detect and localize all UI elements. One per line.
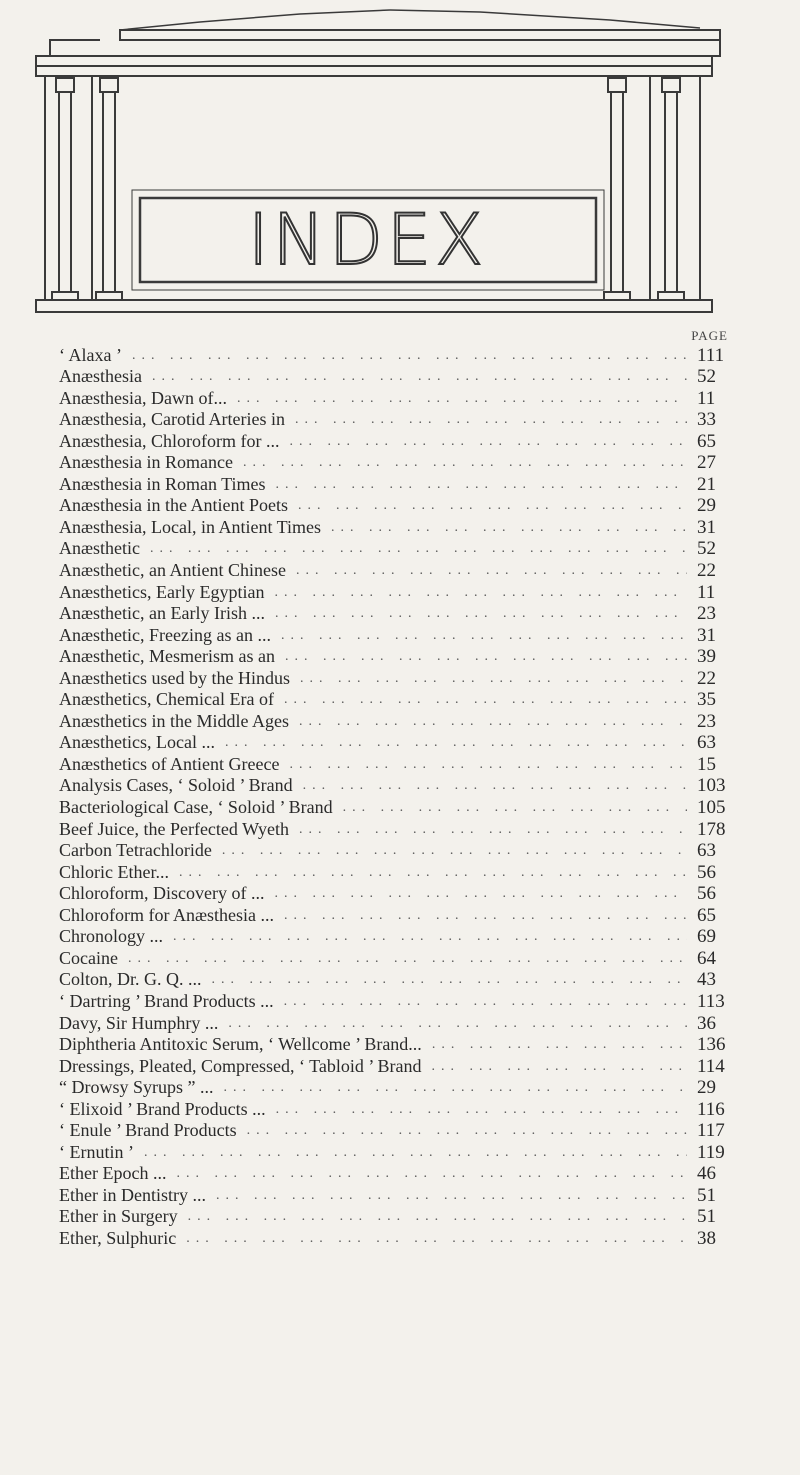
index-entry — [59, 904, 737, 926]
entry-page-number: 65 — [697, 430, 716, 452]
entry-text: Anæsthesia in Romance — [59, 452, 233, 473]
entry-text: Davy, Sir Humphry ... — [59, 1012, 219, 1033]
entry-text: “ Drowsy Syrups ” ... — [59, 1077, 214, 1098]
index-entry — [59, 538, 737, 560]
entry-text: Colton, Dr. G. Q. ... — [59, 969, 202, 990]
entry-page-number: 43 — [697, 969, 716, 991]
entry-text: Dressings, Pleated, Compressed, ‘ Tabloid ’ Brand — [59, 1055, 422, 1076]
entry-text: ‘ Dartring ’ Brand Products ... — [59, 990, 274, 1011]
dot-leader — [150, 538, 687, 559]
dot-leader — [289, 754, 687, 775]
entry-page-number: 51 — [697, 1184, 716, 1206]
dot-leader — [289, 431, 687, 452]
index-header — [0, 0, 800, 330]
dot-leader — [296, 560, 687, 581]
entry-text: ‘ Ernutin ’ — [59, 1141, 134, 1162]
index-entry — [59, 409, 737, 431]
entry-page-number: 31 — [697, 624, 716, 646]
dot-leader — [212, 969, 687, 990]
entry-page-number: 63 — [697, 840, 716, 862]
entry-page-number: 29 — [697, 1077, 716, 1099]
entry-page-number: 56 — [697, 861, 716, 883]
entry-text: Chloroform, Discovery of ... — [59, 883, 265, 904]
entry-page-number: 21 — [697, 473, 716, 495]
dot-leader — [247, 1120, 687, 1141]
dot-leader — [216, 1185, 687, 1206]
dot-leader — [331, 517, 687, 538]
entry-text: Anæsthesia, Dawn of... — [59, 387, 227, 408]
entry-page-number: 11 — [697, 387, 716, 409]
index-list — [59, 344, 737, 1249]
dot-leader — [276, 474, 687, 495]
entry-page-number: 46 — [697, 1163, 716, 1185]
entry-text: ‘ Alaxa ’ — [59, 344, 122, 365]
entry-page-number: 35 — [697, 689, 716, 711]
dot-leader — [176, 1163, 687, 1184]
entry-page-number: 111 — [697, 344, 725, 366]
dot-leader — [128, 948, 687, 969]
entry-text: Anæsthetics of Antient Greece — [59, 753, 280, 774]
entry-text: Ether in Surgery — [59, 1206, 178, 1227]
dot-leader — [432, 1034, 687, 1055]
index-entry — [59, 840, 737, 862]
entry-page-number: 113 — [697, 990, 725, 1012]
dot-leader — [298, 495, 687, 516]
entry-text: Analysis Cases, ‘ Soloid ’ Brand — [59, 775, 293, 796]
entry-page-number: 11 — [697, 581, 716, 603]
entry-page-number: 136 — [697, 1034, 726, 1056]
entry-page-number: 51 — [697, 1206, 716, 1228]
dot-leader — [284, 689, 687, 710]
entry-page-number: 23 — [697, 603, 716, 625]
entry-text: Beef Juice, the Perfected Wyeth — [59, 818, 289, 839]
entry-text: Chronology ... — [59, 926, 164, 947]
index-entry — [59, 1120, 737, 1142]
entry-page-number: 114 — [697, 1055, 725, 1077]
index-entry — [59, 883, 737, 905]
entry-text: Chloroform for Anæsthesia ... — [59, 904, 274, 925]
dot-leader — [300, 668, 687, 689]
entry-text: Anæsthetics, Local ... — [59, 732, 215, 753]
index-entry — [59, 1227, 737, 1249]
entry-page-number: 22 — [697, 560, 716, 582]
index-entry — [59, 516, 737, 538]
entry-text: Anæsthetic, an Antient Chinese — [59, 560, 286, 581]
entry-text: Anæsthetics used by the Hindus — [59, 667, 290, 688]
entry-text: Anæsthesia, Local, in Antient Times — [59, 516, 322, 537]
index-entry — [59, 861, 737, 883]
dot-leader — [276, 1099, 687, 1120]
entry-page-number: 65 — [697, 904, 716, 926]
entry-page-number: 39 — [697, 646, 716, 668]
dot-leader — [222, 840, 687, 861]
index-entry — [59, 818, 737, 840]
dot-leader — [299, 711, 687, 732]
index-entry — [59, 732, 737, 754]
index-entry — [59, 387, 737, 409]
index-entry — [59, 473, 737, 495]
index-entry — [59, 603, 737, 625]
entry-text: Anæsthetic, an Early Irish ... — [59, 603, 265, 624]
entry-page-number: 105 — [697, 797, 726, 819]
index-entry — [59, 559, 737, 581]
dot-leader — [237, 388, 687, 409]
index-entry — [59, 947, 737, 969]
entry-text: Anæsthetic, Freezing as an ... — [59, 624, 271, 645]
index-entry — [59, 495, 737, 517]
dot-leader — [144, 1142, 687, 1163]
entry-text: Anæsthesia in Roman Times — [59, 473, 266, 494]
index-entry — [59, 1163, 737, 1185]
dot-leader — [303, 775, 687, 796]
dot-leader — [152, 366, 687, 387]
index-entry — [59, 366, 737, 388]
entry-text: Anæsthesia in the Antient Poets — [59, 495, 288, 516]
entry-text: Diphtheria Antitoxic Serum, ‘ Wellcome ’ Brand... — [59, 1034, 422, 1055]
entry-page-number: 178 — [697, 818, 726, 840]
entry-text: Anæsthesia — [59, 366, 142, 387]
entry-page-number: 52 — [697, 366, 716, 388]
dot-leader — [274, 883, 687, 904]
index-entry — [59, 1077, 737, 1099]
dot-leader — [281, 625, 687, 646]
entry-page-number: 52 — [697, 538, 716, 560]
entry-page-number: 69 — [697, 926, 716, 948]
entry-text: Bacteriological Case, ‘ Soloid ’ Brand — [59, 797, 333, 818]
index-entry — [59, 775, 737, 797]
entry-text: Ether, Sulphuric — [59, 1227, 177, 1248]
dot-leader — [228, 1013, 687, 1034]
entry-text: Anæsthetics in the Middle Ages — [59, 710, 289, 731]
dot-leader — [132, 345, 687, 366]
entry-page-number: 36 — [697, 1012, 716, 1034]
entry-page-number: 117 — [697, 1120, 725, 1142]
entry-page-number: 38 — [697, 1227, 716, 1249]
entry-page-number: 29 — [697, 495, 716, 517]
entry-text: Anæsthetics, Chemical Era of — [59, 689, 274, 710]
index-entry — [59, 430, 737, 452]
entry-text: ‘ Elixoid ’ Brand Products ... — [59, 1098, 266, 1119]
dot-leader — [299, 819, 687, 840]
dot-leader — [295, 409, 687, 430]
entry-text: Chloric Ether... — [59, 861, 169, 882]
entry-text: Ether in Dentistry ... — [59, 1184, 206, 1205]
dot-leader — [275, 603, 687, 624]
index-entry — [59, 689, 737, 711]
entry-text: Anæsthesia, Carotid Arteries in — [59, 409, 285, 430]
dot-leader — [224, 1077, 688, 1098]
index-entry — [59, 624, 737, 646]
index-entry — [59, 1141, 737, 1163]
dot-leader — [274, 582, 687, 603]
entry-text: Anæsthesia, Chloroform for ... — [59, 430, 280, 451]
dot-leader — [432, 1056, 687, 1077]
index-entry — [59, 1012, 737, 1034]
index-heading: INDEX — [247, 199, 488, 281]
entry-text: Carbon Tetrachloride — [59, 840, 212, 861]
index-entry — [59, 710, 737, 732]
index-entry — [59, 1184, 737, 1206]
dot-leader — [343, 797, 687, 818]
index-entry — [59, 646, 737, 668]
entry-page-number: 33 — [697, 409, 716, 431]
index-entry — [59, 990, 737, 1012]
entry-page-number: 63 — [697, 732, 716, 754]
entry-text: Cocaine — [59, 947, 118, 968]
index-entry — [59, 452, 737, 474]
dot-leader — [285, 646, 687, 667]
entry-page-number: 15 — [697, 753, 716, 775]
entry-page-number: 56 — [697, 883, 716, 905]
entry-page-number: 116 — [697, 1098, 725, 1120]
dot-leader — [173, 926, 687, 947]
entry-page-number: 103 — [697, 775, 726, 797]
entry-text: Anæsthetic, Mesmerism as an — [59, 646, 275, 667]
index-entry — [59, 969, 737, 991]
index-entry — [59, 1206, 737, 1228]
dot-leader — [179, 862, 687, 883]
entry-page-number: 119 — [697, 1141, 725, 1163]
dot-leader — [243, 452, 687, 473]
index-entry — [59, 1034, 737, 1056]
dot-leader — [284, 991, 687, 1012]
index-entry — [59, 667, 737, 689]
dot-leader — [188, 1206, 687, 1227]
index-entry — [59, 1098, 737, 1120]
dot-leader — [225, 732, 687, 753]
entry-page-number: 22 — [697, 667, 716, 689]
entry-page-number: 31 — [697, 516, 716, 538]
index-entry — [59, 344, 737, 366]
dot-leader — [186, 1228, 687, 1249]
entry-text: Anæsthetic — [59, 538, 140, 559]
page-column-label: PAGE — [691, 328, 728, 343]
entry-text: Ether Epoch ... — [59, 1163, 167, 1184]
index-entry — [59, 796, 737, 818]
entry-text: Anæsthetics, Early Egyptian — [59, 581, 265, 602]
index-entry — [59, 926, 737, 948]
dot-leader — [284, 905, 687, 926]
entry-page-number: 64 — [697, 947, 716, 969]
entry-page-number: 23 — [697, 710, 716, 732]
entry-text: ‘ Enule ’ Brand Products — [59, 1120, 237, 1141]
index-entry — [59, 753, 737, 775]
index-entry — [59, 1055, 737, 1077]
index-entry — [59, 581, 737, 603]
entry-page-number: 27 — [697, 452, 716, 474]
